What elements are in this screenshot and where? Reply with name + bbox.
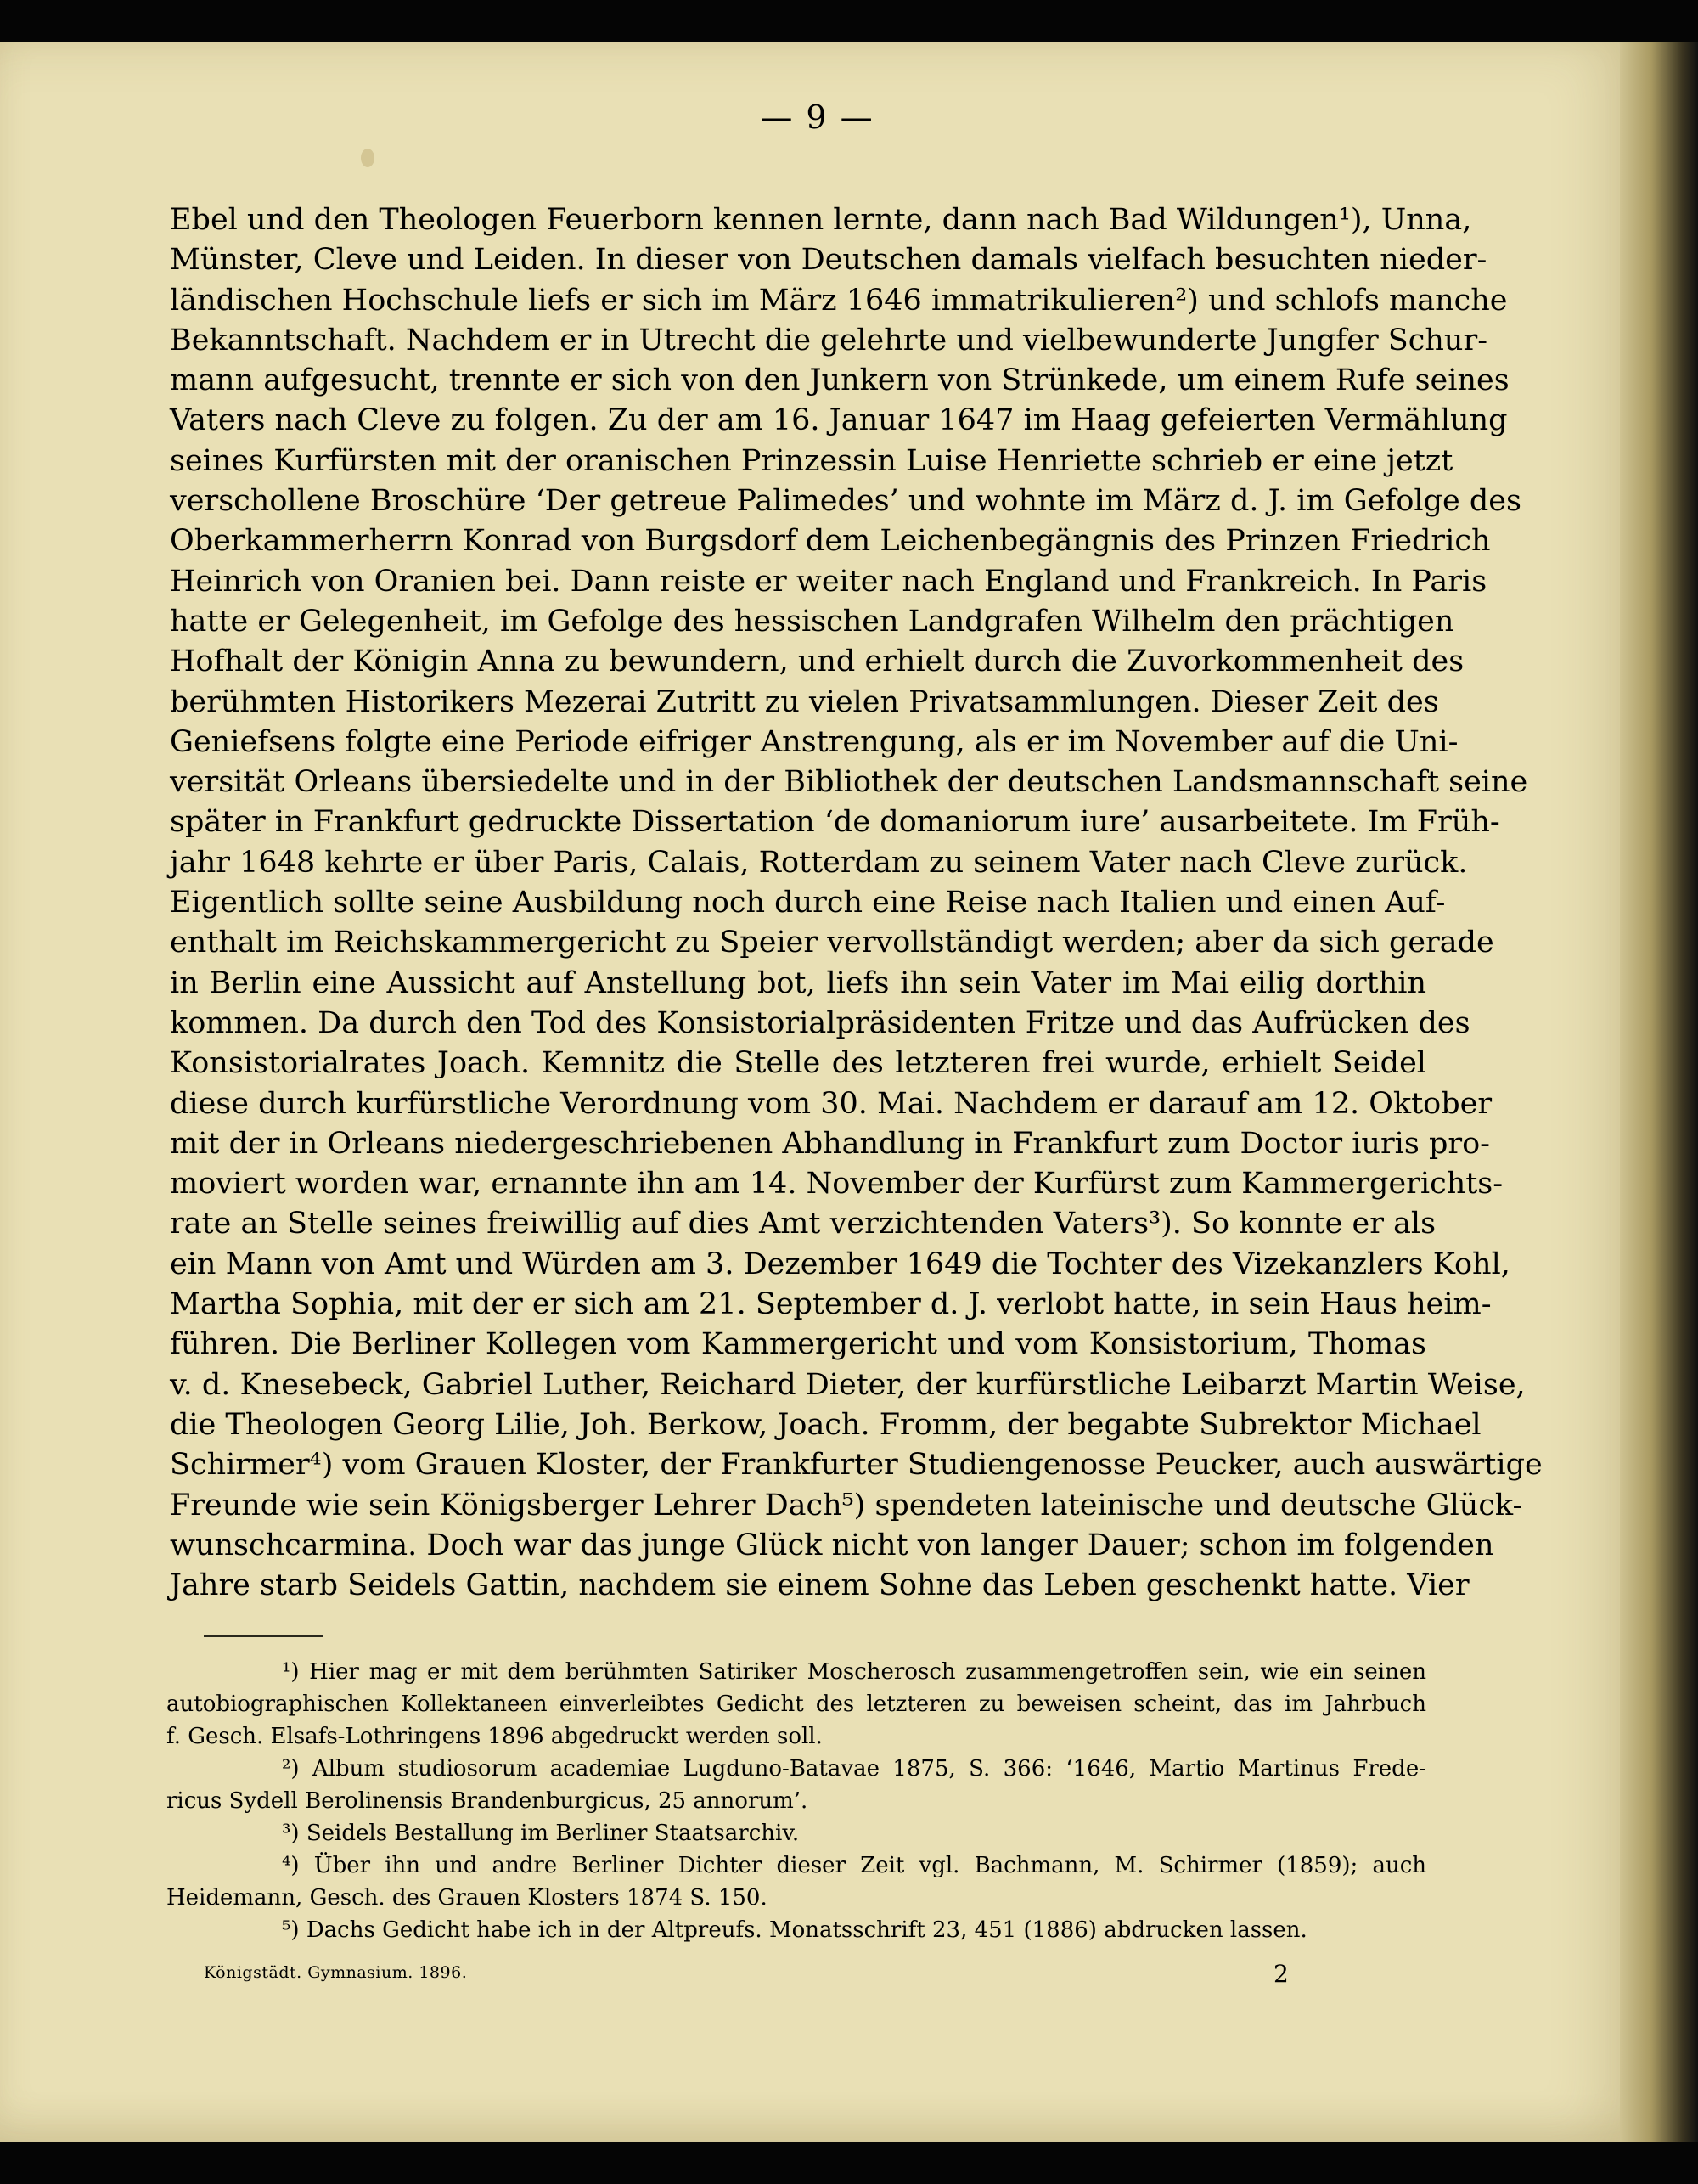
body-line: Heinrich von Oranien bei. Dann reiste er weiter nach England und Frankreich. In Paris	[170, 564, 1487, 599]
page-edge-shadow	[1620, 42, 1698, 2142]
body-line: Martha Sophia, mit der er sich am 21. September d. J. verlobt hatte, in sein Haus heim-	[170, 1287, 1492, 1322]
body-line: ein Mann von Amt und Würden am 3. Dezember 1649 die Tochter des Vizekanzlers Kohl,	[170, 1247, 1510, 1281]
body-line: Bekanntschaft. Nachdem er in Utrecht die gelehrte und vielbewunderte Jungfer Schur-	[170, 323, 1488, 357]
body-line: Schirmer⁴) vom Grauen Kloster, der Frankfurter Studiengenosse Peucker, auch auswärtige	[170, 1448, 1543, 1483]
footnote-line: autobiographischen Kollektaneen einverleibtes Gedicht des letzteren zu beweisen scheint, das im Jahrbuch	[166, 1691, 1426, 1717]
body-line: mann aufgesucht, trennte er sich von den Junkern von Strünkede, um einem Rufe seines	[170, 363, 1510, 398]
signature-mark: 2	[1274, 1960, 1289, 1988]
body-line: Hofhalt der Königin Anna zu bewundern, und erhielt durch die Zuvorkommenheit des	[170, 645, 1465, 679]
body-line: wunschcarmina. Doch war das junge Glück nicht von langer Dauer; schon im folgenden	[170, 1528, 1494, 1562]
body-line: rate an Stelle seines freiwillig auf dies Amt verzichtenden Vaters³). So konnte er als	[170, 1207, 1437, 1241]
body-line: kommen. Da durch den Tod des Konsistorialpräsidenten Fritze und das Aufrücken des	[170, 1005, 1470, 1040]
footnote-line: Heidemann, Gesch. des Grauen Klosters 1874 S. 150.	[166, 1885, 767, 1911]
paper-stain	[361, 149, 374, 167]
footer-imprint: Königstädt. Gymnasium. 1896.	[204, 1963, 468, 1982]
body-line: ländischen Hochschule liefs er sich im März 1646 immatrikulieren²) und schlofs manche	[170, 283, 1508, 318]
body-line: enthalt im Reichskammergericht zu Speier vervollständigt werden; aber da sich gerade	[170, 926, 1494, 960]
body-line: seines Kurfürsten mit der oranischen Prinzessin Luise Henriette schrieb er eine jetzt	[170, 443, 1453, 478]
page-number: — 9 —	[760, 99, 874, 136]
body-line: führen. Die Berliner Kollegen vom Kammergericht und vom Konsistorium, Thomas	[170, 1327, 1426, 1362]
body-line: später in Frankfurt gedruckte Dissertation ‘de domaniorum iure’ ausarbeitete. Im Früh-	[170, 805, 1500, 840]
body-line: Freunde wie sein Königsberger Lehrer Dach⁵) spendeten lateinische und deutsche Glück-	[170, 1488, 1523, 1523]
body-line: jahr 1648 kehrte er über Paris, Calais, Rotterdam zu seinem Vater nach Cleve zurück.	[170, 845, 1468, 880]
footnote-line: ²) Album studiosorum academiae Lugduno-Batavae 1875, S. 366: ‘1646, Martio Martinus Frede-	[282, 1756, 1426, 1782]
body-line: Eigentlich sollte seine Ausbildung noch durch eine Reise nach Italien und einen Auf-	[170, 886, 1446, 920]
body-line: hatte er Gelegenheit, im Gefolge des hessischen Landgrafen Wilhelm den prächtigen	[170, 604, 1454, 639]
footnote-line: ⁵) Dachs Gedicht habe ich in der Altpreufs. Monatsschrift 23, 451 (1886) abdrucken lassen.	[282, 1917, 1307, 1943]
body-line: Geniefsens folgte eine Periode eifriger Anstrengung, als er im November auf die Uni-	[170, 724, 1459, 759]
body-line: in Berlin eine Aussicht auf Anstellung bot, liefs ihn sein Vater im Mai eilig dorthin	[170, 965, 1426, 1000]
footnote-divider	[204, 1635, 323, 1637]
body-line: Jahre starb Seidels Gattin, nachdem sie einem Sohne das Leben geschenkt hatte. Vier	[170, 1568, 1470, 1603]
body-line: versität Orleans übersiedelte und in der Bibliothek der deutschen Landsmannschaft seine	[170, 765, 1528, 800]
body-line: Konsistorialrates Joach. Kemnitz die Stelle des letzteren frei wurde, erhielt Seidel	[170, 1046, 1426, 1081]
body-line: Vaters nach Cleve zu folgen. Zu der am 16. Januar 1647 im Haag gefeierten Vermählung	[170, 403, 1508, 438]
body-line: berühmten Historikers Mezerai Zutritt zu vielen Privatsammlungen. Dieser Zeit des	[170, 684, 1439, 719]
body-line: mit der in Orleans niedergeschriebenen Abhandlung in Frankfurt zum Doctor iuris pro-	[170, 1126, 1490, 1161]
footnote-line: f. Gesch. Elsafs-Lothringens 1896 abgedruckt werden soll.	[166, 1724, 823, 1749]
body-line: Ebel und den Theologen Feuerborn kennen lernte, dann nach Bad Wildungen¹), Unna,	[170, 203, 1472, 237]
footnote-line: ³) Seidels Bestallung im Berliner Staatsarchiv.	[282, 1821, 800, 1846]
footnote-line: ¹) Hier mag er mit dem berühmten Satiriker Moscherosch zusammengetroffen sein, wie ein seinen	[282, 1659, 1426, 1685]
body-line: moviert worden war, ernannte ihn am 14. November der Kurfürst zum Kammergerichts-	[170, 1167, 1504, 1202]
footnote-line: ⁴) Über ihn und andre Berliner Dichter dieser Zeit vgl. Bachmann, M. Schirmer (1859); auch	[282, 1853, 1426, 1878]
body-line: Münster, Cleve und Leiden. In dieser von Deutschen damals vielfach besuchten nieder-	[170, 243, 1487, 278]
footnote-line: ricus Sydell Berolinensis Brandenburgicus, 25 annorum’.	[166, 1788, 808, 1814]
body-line: diese durch kurfürstliche Verordnung vom 30. Mai. Nachdem er darauf am 12. Oktober	[170, 1086, 1493, 1121]
body-line: verschollene Broschüre ‘Der getreue Palimedes’ und wohnte im März d. J. im Gefolge des	[170, 484, 1521, 519]
body-line: v. d. Knesebeck, Gabriel Luther, Reichard Dieter, der kurfürstliche Leibarzt Martin Weise,	[170, 1367, 1526, 1402]
footnotes	[166, 1656, 1426, 1946]
body-text	[170, 200, 1543, 1606]
body-line: Oberkammerherrn Konrad von Burgsdorf dem Leichenbegängnis des Prinzen Friedrich	[170, 524, 1491, 559]
body-line: die Theologen Georg Lilie, Joh. Berkow, Joach. Fromm, der begabte Subrektor Michael	[170, 1407, 1482, 1442]
